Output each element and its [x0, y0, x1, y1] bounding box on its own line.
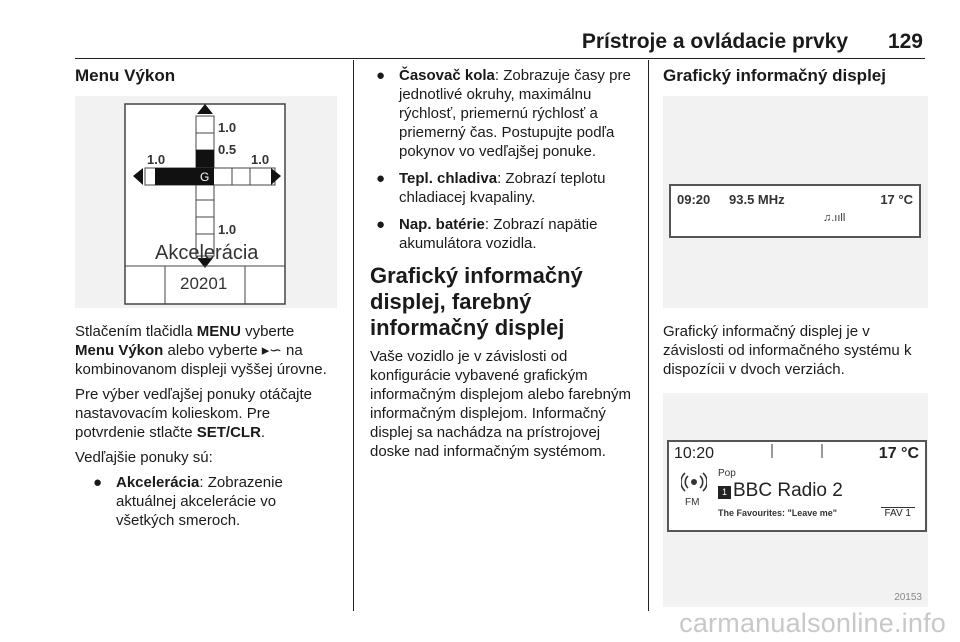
section-heading-menu-vykon: Menu Výkon — [75, 66, 176, 85]
gauge-title: Akcelerácia — [155, 242, 259, 264]
display-temperature: 17 °C — [880, 192, 913, 207]
list-item: ● Akcelerácia: Zobrazenie aktuálnej akcelerácie vo všetkých smeroch. — [93, 474, 283, 529]
display-screen-1 — [669, 184, 921, 238]
program-type: Pop — [718, 468, 736, 479]
radio-antenna-icon — [681, 470, 707, 496]
paragraph-displays: Vaše vozidlo je v závislosti od konfigurácie vybavené grafickým informačným displejom alebo farebným informačným displejom. Informačný displej sa nachádza na prístrojovej doske nad informačným systémom. — [370, 348, 631, 460]
bullet-icon: ● — [376, 216, 386, 233]
paragraph-menu-instructions: Stlačením tlačidla MENU vyberte Menu Výkon alebo vyberte ▸∽ na kombinovanom displeji vyššej úrovne. — [75, 323, 327, 378]
graphic-display-figure-2 — [663, 393, 928, 607]
gauge-label-right: 1.0 — [251, 152, 270, 167]
paragraph-submenus-intro: Vedľajšie ponuky sú: — [75, 449, 213, 466]
display-divider — [771, 444, 773, 458]
acceleration-figure — [75, 96, 337, 308]
bullet-icon: ● — [93, 474, 103, 491]
gauge-label-top: 1.0 — [218, 120, 237, 135]
display-time: 09:20 — [677, 192, 711, 207]
column-rule-1 — [353, 60, 354, 611]
display-screen-2 — [667, 440, 927, 532]
submenu-list-2 — [370, 66, 635, 253]
paragraph-submenu-select: Pre výber vedľajšej ponuky otáčajte nastavovacím kolieskom. Pre potvrdenie stlačte SET/CLR. — [75, 386, 313, 441]
gauge-label-mid: 0.5 — [218, 142, 237, 157]
favourite-label: FAV 1 — [881, 507, 916, 519]
gauge-value: 20201 — [180, 274, 228, 293]
gauge-label-bottom: 1.0 — [218, 222, 237, 237]
preset-number-badge: 1 — [718, 486, 731, 499]
section-heading-graphic-display: Grafický informačný displej — [663, 66, 886, 85]
column-3 — [663, 66, 928, 607]
gauge-center-label: G — [200, 170, 210, 184]
station-name: 1 BBC Radio 2 — [718, 480, 843, 502]
page-number: 129 — [887, 30, 923, 53]
figure-code: 20153 — [894, 592, 922, 603]
song-info: The Favourites: "Leave me" — [718, 508, 838, 518]
list-item: ● Nap. batérie: Zobrazí napätie akumulátora vozidla. — [376, 216, 598, 252]
column-rule-2 — [648, 60, 649, 611]
column-1 — [75, 66, 337, 538]
music-signal-icon: ♫.ııll — [823, 212, 846, 224]
band-label: FM — [685, 497, 700, 508]
graphic-display-figure-1 — [663, 96, 928, 308]
display-frequency: 93.5 MHz — [729, 192, 785, 207]
watermark: carmanualsonline.info — [679, 608, 946, 638]
paragraph-graphic-display: Grafický informačný displej je v závislosti od informačného systému k dispozícii v dvoch verziách. — [663, 323, 912, 378]
submenu-list-1 — [75, 473, 337, 530]
display-temperature: 17 °C — [878, 445, 919, 462]
gauge-label-left: 1.0 — [147, 152, 166, 167]
display-divider — [821, 444, 823, 458]
column-2 — [370, 66, 635, 467]
section-heading-displays: Grafický informačný displej, farebný informačný displej — [370, 263, 583, 340]
steering-wheel-symbol-icon: ▸∽ — [261, 342, 282, 359]
header-rule — [75, 58, 925, 59]
page-header-title: Prístroje a ovládacie prvky — [581, 30, 848, 53]
list-item: ● Časovač kola: Zobrazuje časy pre jednotlivé okruhy, maximálnu rýchlosť, priemernú rýchlosť a priemerný čas. Postupujte podľa pokynov vo vedľajšej ponuke. — [376, 67, 631, 160]
bullet-icon: ● — [376, 67, 386, 84]
list-item: ● Tepl. chladiva: Zobrazí teplotu chladiacej kvapaliny. — [376, 170, 606, 206]
display-time: 10:20 — [674, 445, 715, 462]
bullet-icon: ● — [376, 170, 386, 187]
